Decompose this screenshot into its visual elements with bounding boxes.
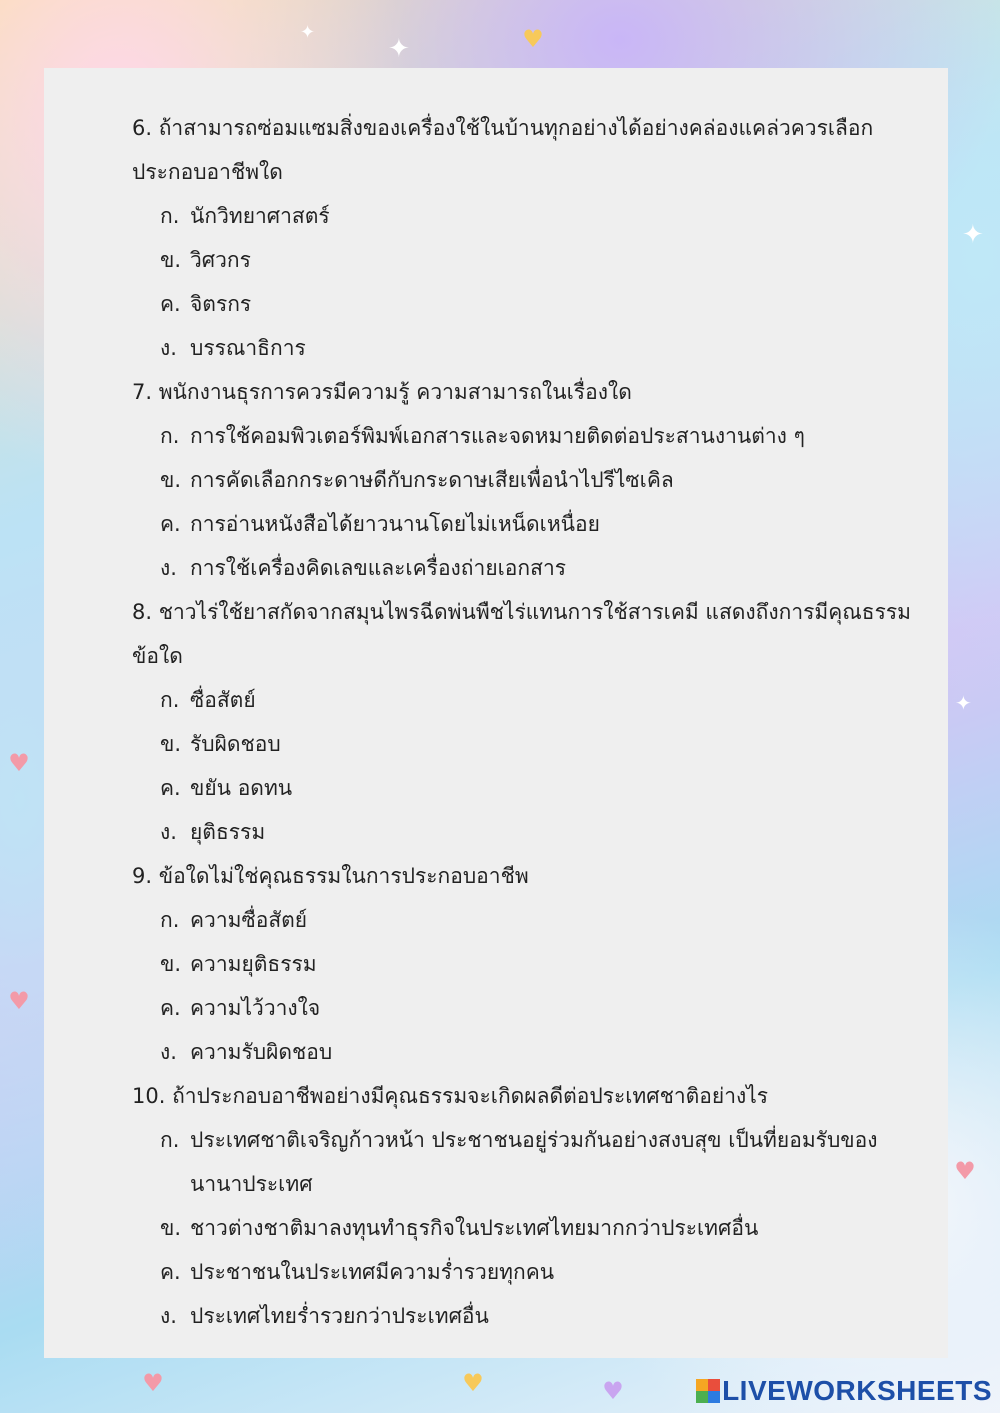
question-9-option-b[interactable] bbox=[160, 948, 317, 981]
question-7-option-a[interactable] bbox=[160, 420, 805, 453]
sparkle-icon: ✦ bbox=[388, 34, 410, 64]
question-9-option-d[interactable] bbox=[160, 1036, 332, 1069]
question-9-option-c[interactable] bbox=[160, 992, 320, 1025]
option-letter: ง. bbox=[160, 1304, 177, 1328]
question-6-option-b[interactable] bbox=[160, 244, 251, 277]
option-text: นักวิทยาศาสตร์ bbox=[190, 204, 330, 228]
logo-text: LIVEWORKSHEETS bbox=[722, 1375, 992, 1406]
option-letter: ง. bbox=[160, 336, 177, 360]
option-text: ความยุติธรรม bbox=[190, 952, 317, 976]
sparkle-icon: ✦ bbox=[300, 22, 316, 43]
question-8-option-d[interactable] bbox=[160, 816, 265, 849]
option-text: วิศวกร bbox=[190, 248, 251, 272]
option-text: ยุติธรรม bbox=[190, 820, 266, 844]
heart-decoration-icon: ♥ bbox=[522, 25, 544, 53]
heart-decoration-icon: ♥ bbox=[8, 987, 30, 1015]
option-letter: ข. bbox=[160, 468, 182, 492]
question-6-stem-line-1: 6. ถ้าสามารถซ่อมแซมสิ่งของเครื่องใช้ในบ้านทุกอย่างได้อย่างคล่องแคล่วควรเลือก bbox=[132, 116, 874, 140]
option-text: การอ่านหนังสือได้ยาวนานโดยไม่เหน็ดเหนื่อย bbox=[190, 512, 600, 536]
heart-decoration-icon: ♥ bbox=[462, 1369, 484, 1397]
option-letter: ข. bbox=[160, 1216, 182, 1240]
question-10-option-c[interactable] bbox=[160, 1256, 554, 1289]
heart-decoration-icon: ♥ bbox=[954, 1157, 976, 1185]
question-8-option-b[interactable] bbox=[160, 728, 281, 761]
sparkle-icon: ✦ bbox=[962, 220, 984, 250]
heart-decoration-icon: ♥ bbox=[602, 1377, 624, 1405]
question-7-option-b[interactable] bbox=[160, 464, 674, 497]
option-letter: ก. bbox=[160, 424, 180, 448]
option-text: ชาวต่างชาติมาลงทุนทำธุรกิจในประเทศไทยมากกว่าประเทศอื่น bbox=[190, 1216, 759, 1240]
option-text: ซื่อสัตย์ bbox=[190, 688, 256, 712]
question-7-option-d[interactable] bbox=[160, 552, 566, 585]
question-6-stem-line-2: ประกอบอาชีพใด bbox=[132, 160, 283, 184]
option-letter: ข. bbox=[160, 952, 182, 976]
question-7-option-c[interactable] bbox=[160, 508, 600, 541]
option-text: จิตรกร bbox=[190, 292, 252, 316]
option-letter: ค. bbox=[160, 512, 181, 536]
heart-decoration-icon: ♥ bbox=[8, 749, 30, 777]
option-letter: ค. bbox=[160, 292, 181, 316]
option-letter: ค. bbox=[160, 776, 181, 800]
option-text: การใช้เครื่องคิดเลขและเครื่องถ่ายเอกสาร bbox=[190, 556, 567, 580]
option-text: ความไว้วางใจ bbox=[190, 996, 321, 1020]
question-9-stem: 9. ข้อใดไม่ใช่คุณธรรมในการประกอบอาชีพ bbox=[132, 864, 529, 888]
question-8-option-a[interactable] bbox=[160, 684, 256, 717]
option-letter: ก. bbox=[160, 204, 180, 228]
question-6-option-d[interactable] bbox=[160, 332, 306, 365]
question-10-option-a-continuation: นานาประเทศ bbox=[190, 1172, 313, 1196]
question-10-option-b[interactable] bbox=[160, 1212, 758, 1245]
question-10-option-a[interactable] bbox=[160, 1124, 878, 1157]
option-text: ขยัน อดทน bbox=[190, 776, 293, 800]
sparkle-icon: ✦ bbox=[955, 691, 972, 715]
liveworksheets-logo-icon bbox=[696, 1379, 720, 1403]
option-letter: ก. bbox=[160, 908, 180, 932]
option-letter: ค. bbox=[160, 1260, 181, 1284]
option-letter: ก. bbox=[160, 1128, 180, 1152]
option-letter: ง. bbox=[160, 820, 177, 844]
option-text: ความรับผิดชอบ bbox=[190, 1040, 333, 1064]
option-letter: ง. bbox=[160, 556, 177, 580]
option-letter: ข. bbox=[160, 732, 182, 756]
question-6-option-c[interactable] bbox=[160, 288, 251, 321]
question-9-option-a[interactable] bbox=[160, 904, 307, 937]
liveworksheets-logo[interactable] bbox=[696, 1371, 992, 1411]
option-text: การคัดเลือกกระดาษดีกับกระดาษเสียเพื่อนำไปรีไซเคิล bbox=[190, 468, 674, 492]
option-letter: ค. bbox=[160, 996, 181, 1020]
option-text: ความซื่อสัตย์ bbox=[190, 908, 308, 932]
question-6-option-a[interactable] bbox=[160, 200, 330, 233]
option-text: บรรณาธิการ bbox=[190, 336, 306, 360]
option-letter: ข. bbox=[160, 248, 182, 272]
question-10-stem: 10. ถ้าประกอบอาชีพอย่างมีคุณธรรมจะเกิดผลดีต่อประเทศชาติอย่างไร bbox=[132, 1084, 769, 1108]
option-text: รับผิดชอบ bbox=[190, 732, 281, 756]
option-text: การใช้คอมพิวเตอร์พิมพ์เอกสารและจดหมายติดต่อประสานงานต่าง ๆ bbox=[190, 424, 805, 448]
option-letter: ก. bbox=[160, 688, 180, 712]
question-10-option-d[interactable] bbox=[160, 1300, 489, 1333]
option-letter: ง. bbox=[160, 1040, 177, 1064]
question-7-stem: 7. พนักงานธุรการควรมีความรู้ ความสามารถในเรื่องใด bbox=[132, 380, 632, 404]
question-8-option-c[interactable] bbox=[160, 772, 292, 805]
question-8-stem-line-2: ข้อใด bbox=[132, 644, 183, 668]
option-text: ประเทศชาติเจริญก้าวหน้า ประชาชนอยู่ร่วมกันอย่างสงบสุข เป็นที่ยอมรับของ bbox=[190, 1128, 878, 1152]
heart-decoration-icon: ♥ bbox=[142, 1369, 164, 1397]
option-text: ประชาชนในประเทศมีความร่ำรวยทุกคน bbox=[190, 1260, 555, 1284]
question-8-stem-line-1: 8. ชาวไร่ใช้ยาสกัดจากสมุนไพรฉีดพ่นพืชไร่แทนการใช้สารเคมี แสดงถึงการมีคุณธรรม bbox=[132, 600, 911, 624]
option-text: ประเทศไทยร่ำรวยกว่าประเทศอื่น bbox=[190, 1304, 489, 1328]
